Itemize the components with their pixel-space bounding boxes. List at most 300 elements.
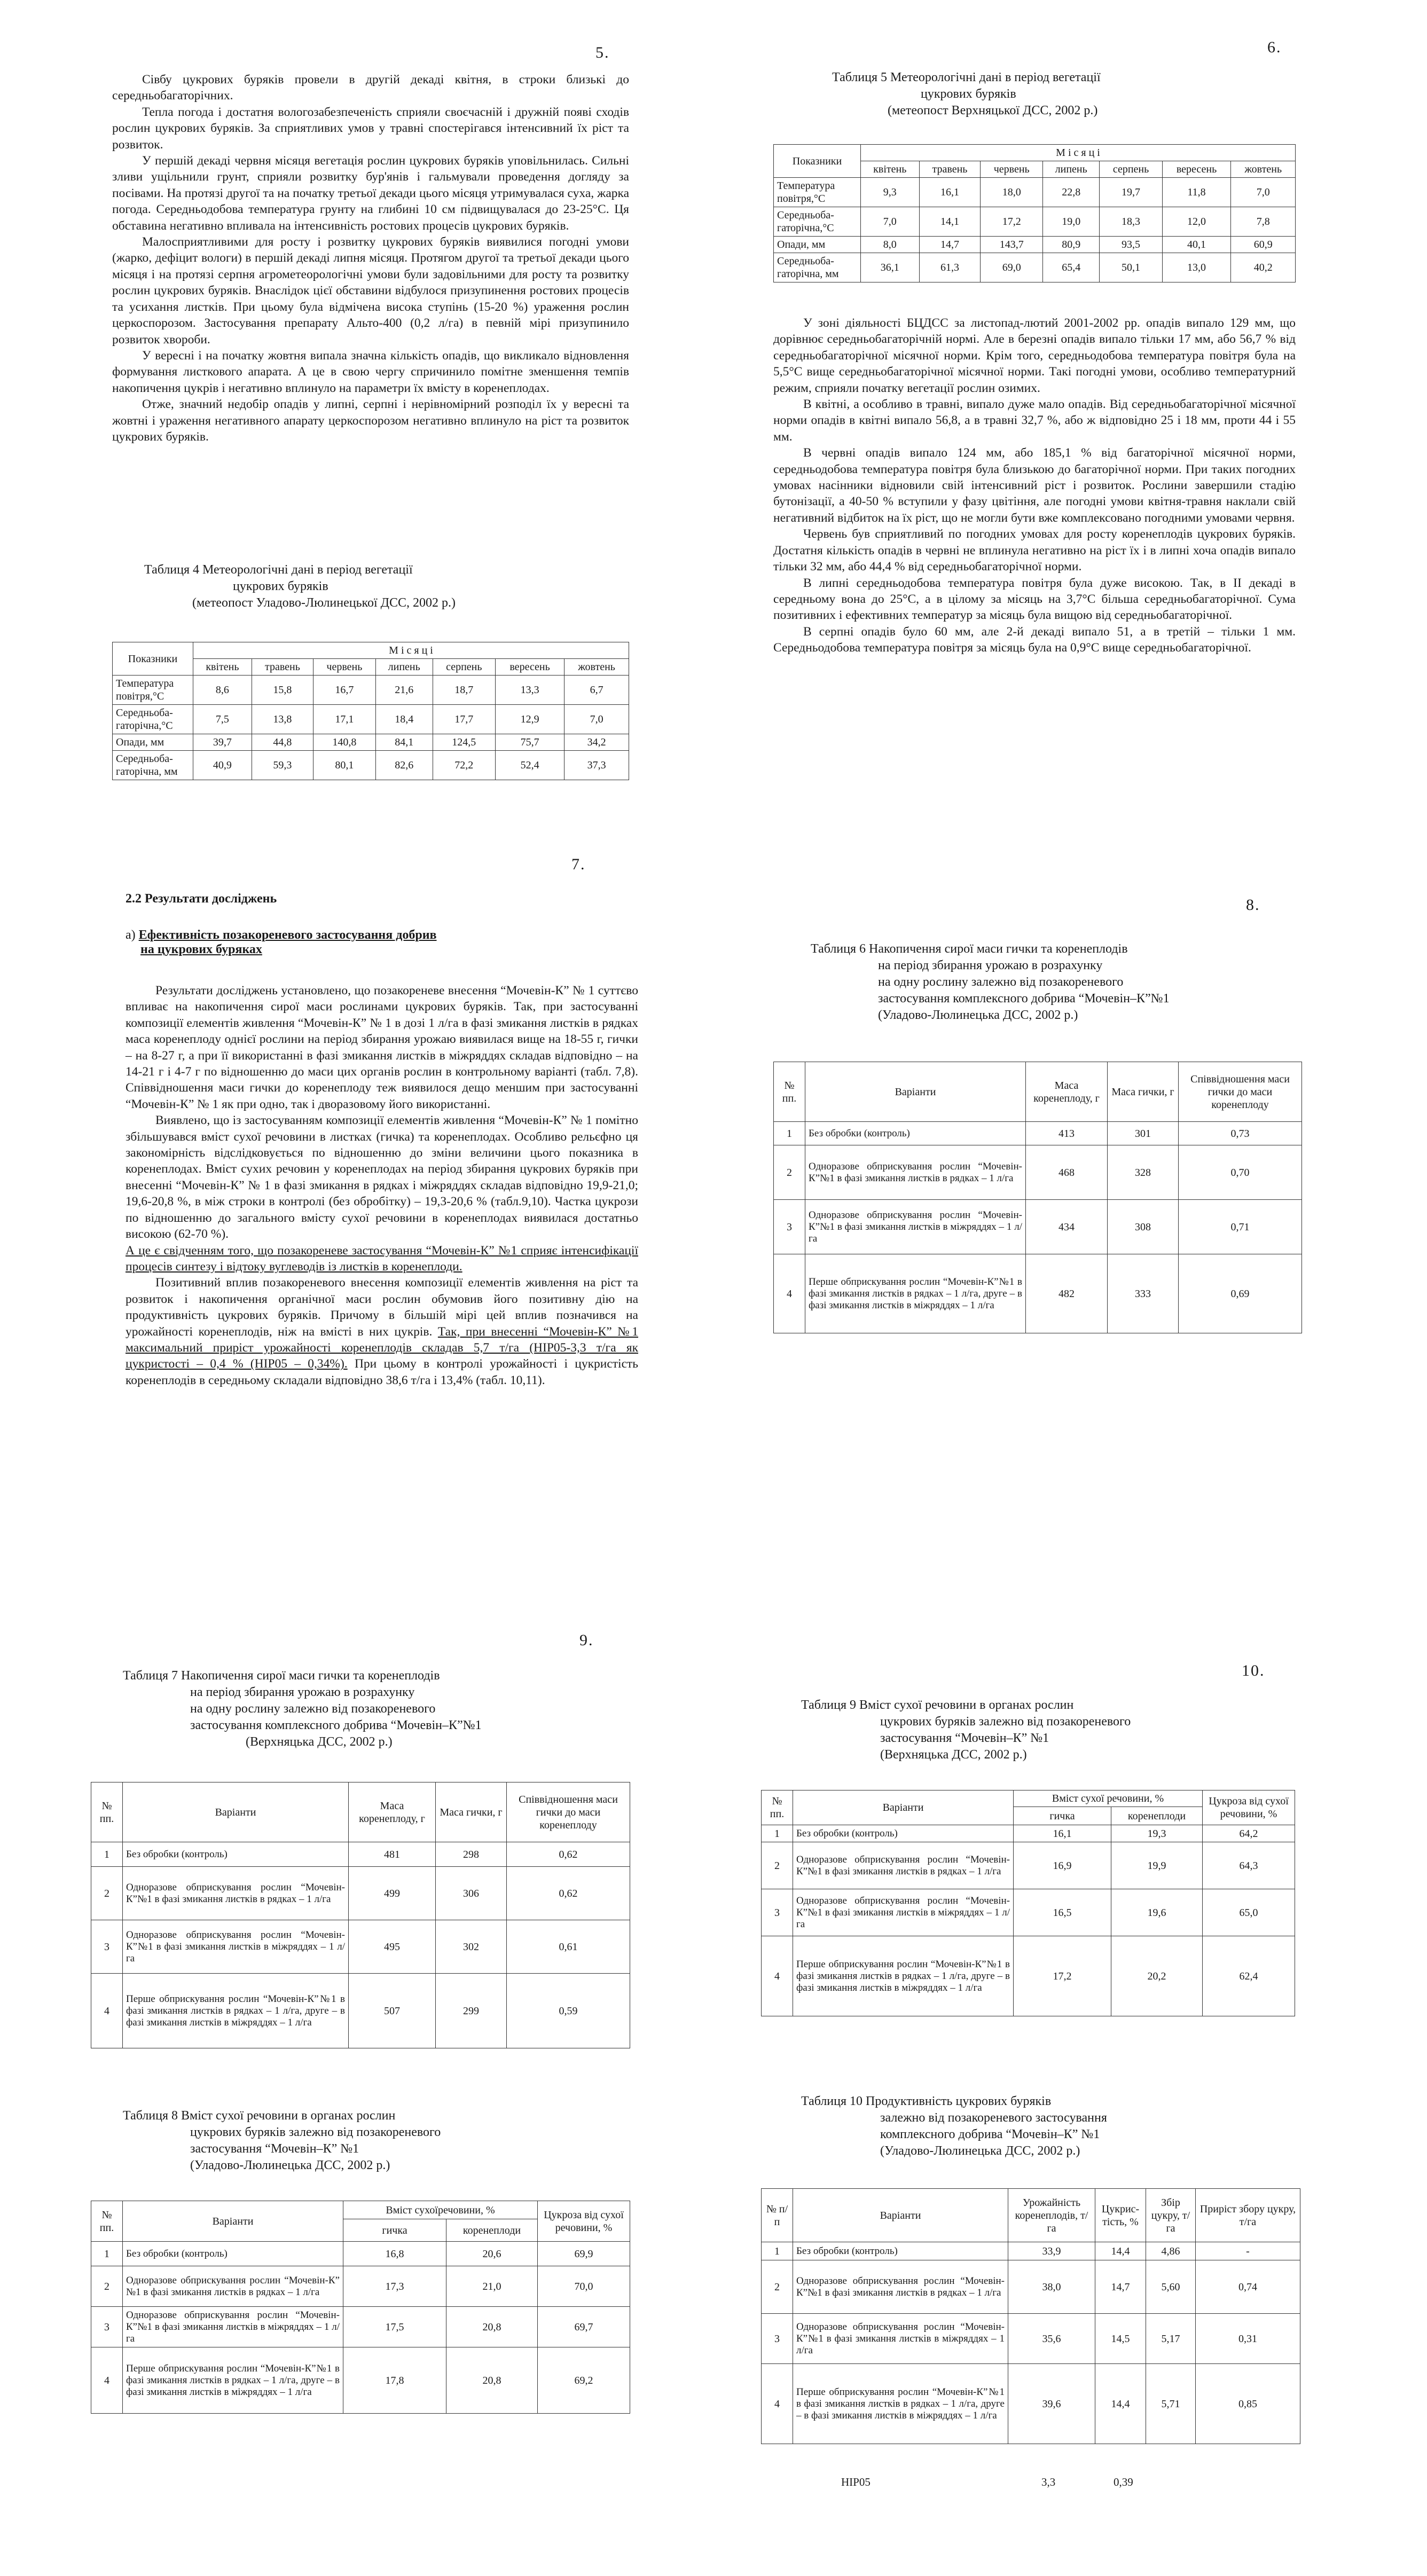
cell: 62,4 bbox=[1203, 1936, 1295, 2016]
page-body bbox=[112, 72, 629, 445]
table-7 bbox=[91, 1782, 630, 2048]
cell: 299 bbox=[436, 1974, 507, 2048]
table-row bbox=[91, 1920, 630, 1974]
cell: Без обробки (контроль) bbox=[793, 2242, 1008, 2260]
cell: 140,8 bbox=[313, 734, 376, 751]
caption-line: (Уладово-Люлинецька ДСС, 2002 р.) bbox=[190, 2158, 390, 2172]
cell: 19,0 bbox=[1042, 207, 1100, 237]
cell: 4,86 bbox=[1146, 2242, 1196, 2260]
caption-line: на одну рослину залежно від позакореневого bbox=[190, 1702, 436, 1716]
cell: 93,5 bbox=[1100, 237, 1162, 253]
cell: 143,7 bbox=[981, 237, 1043, 253]
table-9-caption bbox=[801, 1697, 1271, 1763]
cell: Одноразове обприскування рослин “Мочевін-К”№1 в фазі змикання листків в рядках – 1 л/га bbox=[123, 1867, 349, 1920]
cell: 3 bbox=[762, 1889, 793, 1936]
cell: 75,7 bbox=[496, 734, 564, 751]
cell: 0,31 bbox=[1196, 2314, 1300, 2364]
page-8 bbox=[773, 849, 1307, 1607]
page-10 bbox=[761, 1634, 1327, 2569]
cell: 3 bbox=[91, 1920, 123, 1974]
table-row bbox=[774, 1200, 1302, 1254]
caption-line: Таблиця 9 Вміст сухої речовини в органах рослин bbox=[801, 1698, 1074, 1712]
cell: 18,7 bbox=[433, 676, 495, 705]
table-6-caption bbox=[811, 941, 1281, 1024]
cell: 4 bbox=[774, 1254, 805, 1333]
header-cell: № пп. bbox=[762, 1790, 793, 1825]
row-label: Середньоба-гаторічна,°С bbox=[113, 705, 193, 734]
cell: 12,0 bbox=[1162, 207, 1231, 237]
cell: 44,8 bbox=[252, 734, 313, 751]
page-number: 7. bbox=[571, 855, 586, 873]
caption-line: застосування “Мочевін–К” №1 bbox=[190, 2142, 359, 2156]
cell: 2 bbox=[91, 1867, 123, 1920]
header-cell: Збір цукру, т/га bbox=[1146, 2189, 1196, 2242]
caption-line: Таблиця 4 Метеорологічні дані в період вегетації bbox=[144, 563, 413, 577]
caption-line: цукрових буряків bbox=[921, 87, 1016, 101]
cell: 17,7 bbox=[433, 705, 495, 734]
cell: 0,69 bbox=[1179, 1254, 1302, 1333]
cell: 69,0 bbox=[981, 253, 1043, 282]
cell: 1 bbox=[91, 1842, 123, 1867]
page-5 bbox=[112, 32, 630, 828]
row-label: Середньоба-гаторічна, мм bbox=[113, 751, 193, 780]
cell: 7,8 bbox=[1231, 207, 1296, 237]
cell: 64,3 bbox=[1203, 1842, 1295, 1889]
table-7-caption bbox=[123, 1668, 593, 1750]
cell: 33,9 bbox=[1008, 2242, 1095, 2260]
table-row bbox=[91, 2266, 630, 2307]
month-header: квітень bbox=[861, 161, 920, 178]
header-cell: Маса коренеплоду, г bbox=[349, 1782, 436, 1842]
row-label: Опади, мм bbox=[113, 734, 193, 751]
cell: 69,9 bbox=[538, 2242, 630, 2266]
cell: 16,1 bbox=[1014, 1825, 1111, 1842]
table-row bbox=[113, 676, 629, 705]
cell: 308 bbox=[1108, 1200, 1179, 1254]
header-cell: Маса гички, г bbox=[436, 1782, 507, 1842]
paragraph: У вересні і на початку жовтня випала значна кількість опадів, що викликало відновлення формування листкового апарата. А це в свою чергу спричинило помітне зменшення темпів накопичення цукрів і негативно вплинуло на параметри їх вмісту в коренеплодах. bbox=[112, 348, 629, 395]
page-body bbox=[126, 983, 638, 1388]
cell: Перше обприскування рослин “Мочевін-К”№1 в фазі змикання листків в рядках – 1 л/га, друге – в фазі змикання листків в міжряддях – 1 л/га bbox=[123, 2347, 343, 2414]
header-cell: Цукрис-тість, % bbox=[1095, 2189, 1146, 2242]
month-header: вересень bbox=[1162, 161, 1231, 178]
header-cell: Співвідношення маси гички до маси коренеплоду bbox=[507, 1782, 630, 1842]
header-months: М і с я ц і bbox=[193, 642, 629, 659]
table-row bbox=[762, 2364, 1300, 2444]
cell: 80,9 bbox=[1042, 237, 1100, 253]
cell: 61,3 bbox=[919, 253, 981, 282]
cell: 413 bbox=[1026, 1122, 1108, 1145]
caption-line: на період збирання урожаю в розрахунку bbox=[878, 959, 1103, 972]
header-cell: Вміст сухоїречовини, % bbox=[343, 2201, 538, 2219]
page-body bbox=[773, 315, 1296, 656]
cell: 38,0 bbox=[1008, 2260, 1095, 2314]
cell: 0,61 bbox=[507, 1920, 630, 1974]
cell: 40,1 bbox=[1162, 237, 1231, 253]
header-cell: гичка bbox=[343, 2219, 446, 2242]
paragraph: Червень був сприятливий по погодних умовах для росту коренеплодів цукрових буряків. Достатня кількість опадів в червні не вплинула негативно на ріст їх і в липні хоча опадів випало тільки 32 мм, або 44,4 % від середньобагаторічної норми. bbox=[773, 527, 1296, 574]
cell: 8,6 bbox=[193, 676, 252, 705]
month-header: серпень bbox=[433, 659, 495, 676]
cell: 21,0 bbox=[446, 2266, 538, 2307]
table-10 bbox=[761, 2188, 1300, 2444]
header-cell: Варіанти bbox=[805, 1062, 1026, 1122]
subsection-heading bbox=[126, 928, 606, 957]
paragraph-part-underlined: Так, при внесенні “Мочевін-К” №1 максимальний приріст урожайності коренеплодів складав 5,7 т/га (НІР05-3,3 т/га як цукристості – 0,4 % (НІР05 – 0,34%). bbox=[126, 1324, 638, 1371]
caption-line: на одну рослину залежно від позакореневого bbox=[878, 975, 1124, 989]
cell: 18,4 bbox=[375, 705, 433, 734]
cell: 17,3 bbox=[343, 2266, 446, 2307]
cell: 4 bbox=[762, 2364, 793, 2444]
header-cell: коренеплоди bbox=[1111, 1807, 1203, 1825]
header-cell: № пп. bbox=[91, 2201, 123, 2242]
cell: 65,4 bbox=[1042, 253, 1100, 282]
header-cell: Урожайність коренеплодів, т/га bbox=[1008, 2189, 1095, 2242]
cell: 2 bbox=[762, 1842, 793, 1889]
cell: Одноразове обприскування рослин “Мочевін-К”№1 в фазі змикання листків в рядках – 1 л/га bbox=[793, 2260, 1008, 2314]
cell: 19,7 bbox=[1100, 178, 1162, 207]
cell: 495 bbox=[349, 1920, 436, 1974]
cell: Перше обприскування рослин “Мочевін-К”№1 в фазі змикання листків в рядках – 1 л/га, друге – в фазі змикання листків в міжряддях – 1 л/га bbox=[123, 1974, 349, 2048]
page-number: 8. bbox=[1246, 896, 1260, 914]
table-row bbox=[91, 1842, 630, 1867]
cell: 16,5 bbox=[1014, 1889, 1111, 1936]
header-cell: № пп. bbox=[91, 1782, 123, 1842]
cell: 434 bbox=[1026, 1200, 1108, 1254]
table-row bbox=[91, 2307, 630, 2347]
cell: 0,70 bbox=[1179, 1145, 1302, 1200]
page-number: 6. bbox=[1267, 38, 1282, 56]
row-label: Опади, мм bbox=[774, 237, 861, 253]
header-cell: Співвідношення маси гички до маси коренеплоду bbox=[1179, 1062, 1302, 1122]
cell: 21,6 bbox=[375, 676, 433, 705]
header-cell: Маса гички, г bbox=[1108, 1062, 1179, 1122]
table-row bbox=[113, 734, 629, 751]
caption-line: застосування комплексного добрива “Мочевін–К”№1 bbox=[878, 992, 1170, 1006]
caption-line: (Верхняцька ДСС, 2002 р.) bbox=[246, 1735, 393, 1749]
cell: 328 bbox=[1108, 1145, 1179, 1200]
page-7 bbox=[112, 849, 641, 1597]
caption-line: цукрових буряків bbox=[233, 579, 328, 593]
month-header: квітень bbox=[193, 659, 252, 676]
month-header: липень bbox=[1042, 161, 1100, 178]
paragraph-part: При цьому в контролі урожайності і цукристість коренеплодів в середньому складали відповідно 38,6 т/га і 13,4% (табл. 10,11). bbox=[126, 1357, 638, 1387]
cell: 18,3 bbox=[1100, 207, 1162, 237]
cell: 301 bbox=[1108, 1122, 1179, 1145]
caption-line: застосування “Мочевін–К” №1 bbox=[880, 1731, 1049, 1745]
header-months: М і с я ц і bbox=[861, 145, 1296, 161]
cell: 80,1 bbox=[313, 751, 376, 780]
cell: 60,9 bbox=[1231, 237, 1296, 253]
cell: 3 bbox=[91, 2307, 123, 2347]
caption-line: комплексного добрива “Мочевін–К” №1 bbox=[880, 2127, 1100, 2141]
cell: 22,8 bbox=[1042, 178, 1100, 207]
cell: 5,17 bbox=[1146, 2314, 1196, 2364]
header-cell: Варіанти bbox=[793, 1790, 1014, 1825]
cell: 14,7 bbox=[919, 237, 981, 253]
caption-line: залежно від позакореневого застосування bbox=[880, 2111, 1107, 2125]
paragraph: В серпні опадів було 60 мм, але 2-й декаді випало 51, а в третій – тільки 1 мм. Середньодобова температура повітря за місяць була на 0,9°С вище середньобагаторічної. bbox=[773, 624, 1296, 655]
page-9 bbox=[91, 1626, 646, 2566]
cell: 124,5 bbox=[433, 734, 495, 751]
table-8-caption bbox=[123, 2108, 593, 2174]
caption-line: застосування комплексного добрива “Мочевін–К”№1 bbox=[190, 1718, 482, 1732]
cell: Одноразове обприскування рослин “Мочевін-К”№1 в фазі змикання листків в рядках – 1 л/га bbox=[793, 1842, 1014, 1889]
month-header: серпень bbox=[1100, 161, 1162, 178]
table-row bbox=[774, 237, 1296, 253]
cell: 14,4 bbox=[1095, 2364, 1146, 2444]
cell: Перше обприскування рослин “Мочевін-К”№1 в фазі змикання листків в рядках – 1 л/га, друге – в фазі змикання листків в міжряддях – 1 л/га bbox=[793, 2364, 1008, 2444]
cell: 20,6 bbox=[446, 2242, 538, 2266]
table-row bbox=[91, 2242, 630, 2266]
month-header: вересень bbox=[496, 659, 564, 676]
paragraph: Сівбу цукрових буряків провели в другій декаді квітня, в строки близькі до середньобагаторічних. bbox=[112, 73, 629, 103]
cell: 0,62 bbox=[507, 1842, 630, 1867]
cell: 1 bbox=[762, 1825, 793, 1842]
cell: Одноразове обприскування рослин “Мочевін-К”№1 в фазі змикання листків в міжряддях – 1 л/га bbox=[793, 1889, 1014, 1936]
cell: 3 bbox=[762, 2314, 793, 2364]
caption-line: (метеопост Верхняцької ДСС, 2002 р.) bbox=[888, 104, 1098, 117]
page-number: 9. bbox=[579, 1631, 594, 1649]
cell: 17,8 bbox=[343, 2347, 446, 2414]
header-indicator: Показники bbox=[113, 642, 193, 676]
cell: 39,6 bbox=[1008, 2364, 1095, 2444]
cell: 1 bbox=[762, 2242, 793, 2260]
table-row bbox=[762, 2242, 1300, 2260]
cell: Без обробки (контроль) bbox=[123, 2242, 343, 2266]
cell: 7,5 bbox=[193, 705, 252, 734]
page-number: 10. bbox=[1242, 1662, 1265, 1679]
cell: 16,1 bbox=[919, 178, 981, 207]
cell: 17,5 bbox=[343, 2307, 446, 2347]
month-header: травень bbox=[919, 161, 981, 178]
table-8 bbox=[91, 2201, 630, 2414]
table-row bbox=[762, 1842, 1295, 1889]
subsection-marker: а) bbox=[126, 928, 136, 942]
header-cell: Варіанти bbox=[123, 1782, 349, 1842]
table-4 bbox=[112, 642, 629, 780]
cell: 1 bbox=[774, 1122, 805, 1145]
month-header: жовтень bbox=[564, 659, 629, 676]
cell: 14,1 bbox=[919, 207, 981, 237]
caption-line: Таблиця 10 Продуктивність цукрових буряків bbox=[801, 2094, 1052, 2108]
cell: 17,2 bbox=[1014, 1936, 1111, 2016]
paragraph: У зоні діяльності БЦДСС за листопад-лютий 2001-2002 рр. опадів випало 129 мм, що дорівнює середньобагаторічній нормі. Але в березні опадів випало тільки 17 мм, або 56,7 % від середньобагаторічної місячної норми. Крім того, середньодобова температура повітря була на 5,5°С вище середньобагаторічної місячної норми. Такі погодні умови, особливо температурний режим, сприяли початку вегетації рослин озимих. bbox=[773, 316, 1296, 395]
header-cell: Приріст збору цукру, т/га bbox=[1196, 2189, 1300, 2242]
cell: 65,0 bbox=[1203, 1889, 1295, 1936]
cell: 14,5 bbox=[1095, 2314, 1146, 2364]
cell: 40,2 bbox=[1231, 253, 1296, 282]
cell: 13,3 bbox=[496, 676, 564, 705]
cell: 7,0 bbox=[861, 207, 920, 237]
cell: 507 bbox=[349, 1974, 436, 2048]
cell: 16,9 bbox=[1014, 1842, 1111, 1889]
nir-value: 0,39 bbox=[1114, 2476, 1133, 2488]
cell: Без обробки (контроль) bbox=[805, 1122, 1026, 1145]
cell: 8,0 bbox=[861, 237, 920, 253]
table-10-caption bbox=[801, 2093, 1271, 2159]
header-cell: гичка bbox=[1014, 1807, 1111, 1825]
cell: 6,7 bbox=[564, 676, 629, 705]
paragraph-underlined: А це є свідченням того, що позакореневе застосування “Мочевін-К” №1 сприяє інтенсифікації процесів синтезу і відтоку вуглеводів із листків в коренеплоди. bbox=[126, 1243, 638, 1274]
cell: 19,3 bbox=[1111, 1825, 1203, 1842]
table-row bbox=[774, 207, 1296, 237]
cell: 4 bbox=[91, 1974, 123, 2048]
cell: 0,62 bbox=[507, 1867, 630, 1920]
cell: 37,3 bbox=[564, 751, 629, 780]
cell: Без обробки (контроль) bbox=[123, 1842, 349, 1867]
table-row bbox=[762, 1936, 1295, 2016]
month-header: липень bbox=[375, 659, 433, 676]
cell: 306 bbox=[436, 1867, 507, 1920]
paragraph: Отже, значний недобір опадів у липні, серпні і нерівномірний розподіл їх у вересні та жовтні і ураження негативного апарату церкоспорозом негативно вплинуло на ріст та розвиток цукрових буряків. bbox=[112, 397, 629, 444]
cell: Перше обприскування рослин “Мочевін-К”№1 в фазі змикання листків в рядках – 1 л/га, друге – в фазі змикання листків в міжряддях – 1 л/га bbox=[805, 1254, 1026, 1333]
caption-line: цукрових буряків залежно від позакореневого bbox=[880, 1715, 1131, 1729]
header-cell: Маса коренеплоду, г bbox=[1026, 1062, 1108, 1122]
cell: 59,3 bbox=[252, 751, 313, 780]
month-header: травень bbox=[252, 659, 313, 676]
caption-line: цукрових буряків залежно від позакореневого bbox=[190, 2125, 441, 2139]
row-label: Середньоба-гаторічна,°С bbox=[774, 207, 861, 237]
cell: 4 bbox=[762, 1936, 793, 2016]
table-row bbox=[774, 1254, 1302, 1333]
cell: 2 bbox=[774, 1145, 805, 1200]
caption-line: Таблиця 5 Метеорологічні дані в період вегетації bbox=[832, 70, 1101, 84]
cell: 36,1 bbox=[861, 253, 920, 282]
cell: 17,2 bbox=[981, 207, 1043, 237]
table-row bbox=[762, 2260, 1300, 2314]
cell: 3 bbox=[774, 1200, 805, 1254]
cell: 20,2 bbox=[1111, 1936, 1203, 2016]
paragraph: Тепла погода і достатня вологозабезпеченість сприяли своєчасній і дружній появі сходів рослин цукрових буряків. За сприятливих умов у травні спостерігався інтенсивний їх ріст та розвиток. bbox=[112, 105, 629, 152]
cell: 70,0 bbox=[538, 2266, 630, 2307]
cell: 50,1 bbox=[1100, 253, 1162, 282]
cell: 14,4 bbox=[1095, 2242, 1146, 2260]
cell: 481 bbox=[349, 1842, 436, 1867]
cell: 2 bbox=[91, 2266, 123, 2307]
cell: 0,74 bbox=[1196, 2260, 1300, 2314]
table-row bbox=[113, 751, 629, 780]
caption-line: (метеопост Уладово-Люлинецької ДСС, 2002 р.) bbox=[192, 596, 456, 610]
cell: 17,1 bbox=[313, 705, 376, 734]
cell: 0,85 bbox=[1196, 2364, 1300, 2444]
month-header: червень bbox=[981, 161, 1043, 178]
cell: 12,9 bbox=[496, 705, 564, 734]
cell: 69,2 bbox=[538, 2347, 630, 2414]
caption-line: (Уладово-Люлинецька ДСС, 2002 р.) bbox=[880, 2144, 1080, 2158]
table-row bbox=[91, 1974, 630, 2048]
cell: 5,60 bbox=[1146, 2260, 1196, 2314]
paragraph: Малосприятливими для росту і розвитку цукрових буряків виявилися погодні умови (жарко, дефіцит вологи) в першій декаді липня місяця. Протягом другої та третьої декади цього місяця і на протязі серпня агрометеорологічні умови були задовільними для росту та розвитку рослин цукрових буряків. Внаслідок цієї обставини відбулося призупинення ростових процесів та усихання листків. При цьому була відмічена висока ступінь (15-20 %) ураження рослин церкоспорозом. Застосування препарату Альто-400 (0,2 л/га) в певній мірі призупинило розвиток хвороби. bbox=[112, 235, 629, 347]
table-row bbox=[774, 253, 1296, 282]
header-cell: Цукроза від сухої речовини, % bbox=[1203, 1790, 1295, 1825]
cell: Одноразове обприскування рослин “Мочевін-К” №1 в фазі змикання листків в рядках – 1 л/га bbox=[123, 2266, 343, 2307]
table-6 bbox=[773, 1062, 1302, 1333]
cell: 7,0 bbox=[564, 705, 629, 734]
table-row bbox=[774, 1145, 1302, 1200]
cell: Без обробки (контроль) bbox=[793, 1825, 1014, 1842]
paragraph: В квітні, а особливо в травні, випало дуже мало опадів. Від середньобагаторічної місячної норми опадів в квітні випало 56,8, а в травні 32,7 %, або ж відповідно 25 і 18 мм, проти 44 і 55 мм. bbox=[773, 397, 1296, 444]
table-row bbox=[113, 705, 629, 734]
cell: 13,0 bbox=[1162, 253, 1231, 282]
cell: 4 bbox=[91, 2347, 123, 2414]
caption-line: на період збирання урожаю в розрахунку bbox=[190, 1685, 415, 1699]
header-cell: № пп. bbox=[774, 1062, 805, 1122]
cell: - bbox=[1196, 2242, 1300, 2260]
paragraph-part: Позитивний вплив позакореневого внесення композиції елементів живлення на ріст та розвиток і накопичення органічної маси рослин обумовив його позитивну дію на продуктивність цукрових буряків. Причому в більшій мірі цей вплив позначився на урожайності коренеплодів, ніж на вмісті в них цукрів. bbox=[126, 1276, 638, 1339]
cell: 19,6 bbox=[1111, 1889, 1203, 1936]
paragraph: Результати досліджень установлено, що позакореневе внесення “Мочевін-К” № 1 суттєво впливає на накопичення сирої маси рослинами цукрових буряків. Так, при застосуванні композиції елементів живлення “Мочевін-К” № 1 в дозі 1 л/га в фазі змикання листків в рядках маса коренеплоду однієї рослини на період збирання урожаю виявилася вище на 18-55 г, гички – на 8-27 г, а при її використанні в фазі змикання листків в міжряддях складав відповідно – на 14-21 г і 4-7 г по відношенню до маси цих органів рослин в контрольному варіанті (табл. 7,8). Співвідношення маси гички до коренеплоду теж виявилося дещо меншим при застосуванні “Мочевін-К” № 1 як при одно, так і дворазовому його використанні. bbox=[126, 984, 638, 1111]
caption-line: Таблиця 6 Накопичення сирої маси гички та коренеплодів bbox=[811, 942, 1128, 956]
cell: 9,3 bbox=[861, 178, 920, 207]
page-number: 5. bbox=[595, 44, 610, 61]
table-row bbox=[91, 2347, 630, 2414]
cell: 13,8 bbox=[252, 705, 313, 734]
cell: 0,71 bbox=[1179, 1200, 1302, 1254]
table-row bbox=[774, 178, 1296, 207]
cell: 5,71 bbox=[1146, 2364, 1196, 2444]
cell: Одноразове обприскування рослин “Мочевін-К”№1 в фазі змикання листків в міжряддях – 1 л/га bbox=[793, 2314, 1008, 2364]
cell: Одноразове обприскування рослин “Мочевін-К”№1 в фазі змикання листків в міжряддях – 1 л/га bbox=[805, 1200, 1026, 1254]
row-label: Середньоба-гаторічна, мм bbox=[774, 253, 861, 282]
header-cell: Цукроза від сухої речовини, % bbox=[538, 2201, 630, 2242]
subsection-title-line: Ефективність позакореневого застосування добрив bbox=[138, 928, 437, 942]
cell: 2 bbox=[762, 2260, 793, 2314]
cell: 14,7 bbox=[1095, 2260, 1146, 2314]
cell: 302 bbox=[436, 1920, 507, 1974]
cell: 298 bbox=[436, 1842, 507, 1867]
nir-label: НІР05 bbox=[841, 2476, 871, 2488]
table-row bbox=[762, 2314, 1300, 2364]
paragraph: В червні опадів випало 124 мм, або 185,1 % від багаторічної місячної норми, середньодобова температура повітря була близькою до багаторічної норми. При таких погодних умовах насінники відновили свій інтенсивний ріст і розвиток. Рослини завершили стадію бутонізації, а 40-50 % вступили у фазу цвітіння, але погодні умови квітня-травня наклали свій негативний відбиток на їх ріст, що не могли бути вже комплексовано погодними умовами червня. bbox=[773, 446, 1296, 525]
cell: 40,9 bbox=[193, 751, 252, 780]
nir-value: 3,3 bbox=[1041, 2476, 1056, 2488]
month-header: жовтень bbox=[1231, 161, 1296, 178]
month-header: червень bbox=[313, 659, 376, 676]
cell: 35,6 bbox=[1008, 2314, 1095, 2364]
paragraph: В липні середньодобова температура повітря була дуже високою. Так, в ІІ декаді в середньому вона до 25°С, а в цілому за місяць на 3,7°С більша середньобагаторічної. Сума позитивних і ефективних температур за місяць була вищою від середньобагаторічної. bbox=[773, 576, 1296, 623]
cell: 16,7 bbox=[313, 676, 376, 705]
table-5-caption bbox=[832, 69, 1206, 119]
cell: 1 bbox=[91, 2242, 123, 2266]
paragraph bbox=[126, 1275, 638, 1388]
cell: 468 bbox=[1026, 1145, 1108, 1200]
cell: 52,4 bbox=[496, 751, 564, 780]
cell: 20,8 bbox=[446, 2347, 538, 2414]
header-cell: Варіанти bbox=[123, 2201, 343, 2242]
subsection-title-line: на цукрових буряках bbox=[140, 943, 262, 956]
table-row bbox=[762, 1889, 1295, 1936]
table-row bbox=[774, 1122, 1302, 1145]
table-5 bbox=[773, 144, 1296, 282]
cell: 15,8 bbox=[252, 676, 313, 705]
caption-line: (Уладово-Люлинецька ДСС, 2002 р.) bbox=[878, 1008, 1078, 1022]
table-row bbox=[91, 1867, 630, 1920]
cell: 19,9 bbox=[1111, 1842, 1203, 1889]
caption-line: (Верхняцька ДСС, 2002 р.) bbox=[880, 1748, 1027, 1762]
cell: Одноразове обприскування рослин “Мочевін-К”№1 в фазі змикання листків в міжряддях – 1 л/га bbox=[123, 1920, 349, 1974]
header-cell: коренеплоди bbox=[446, 2219, 538, 2242]
cell: 20,8 bbox=[446, 2307, 538, 2347]
cell: 72,2 bbox=[433, 751, 495, 780]
cell: 7,0 bbox=[1231, 178, 1296, 207]
row-label: Температура повітря,°С bbox=[774, 178, 861, 207]
cell: 34,2 bbox=[564, 734, 629, 751]
section-heading: 2.2 Результати досліджень bbox=[126, 892, 277, 906]
cell: 16,8 bbox=[343, 2242, 446, 2266]
header-cell: № п/п bbox=[762, 2189, 793, 2242]
cell: 0,73 bbox=[1179, 1122, 1302, 1145]
